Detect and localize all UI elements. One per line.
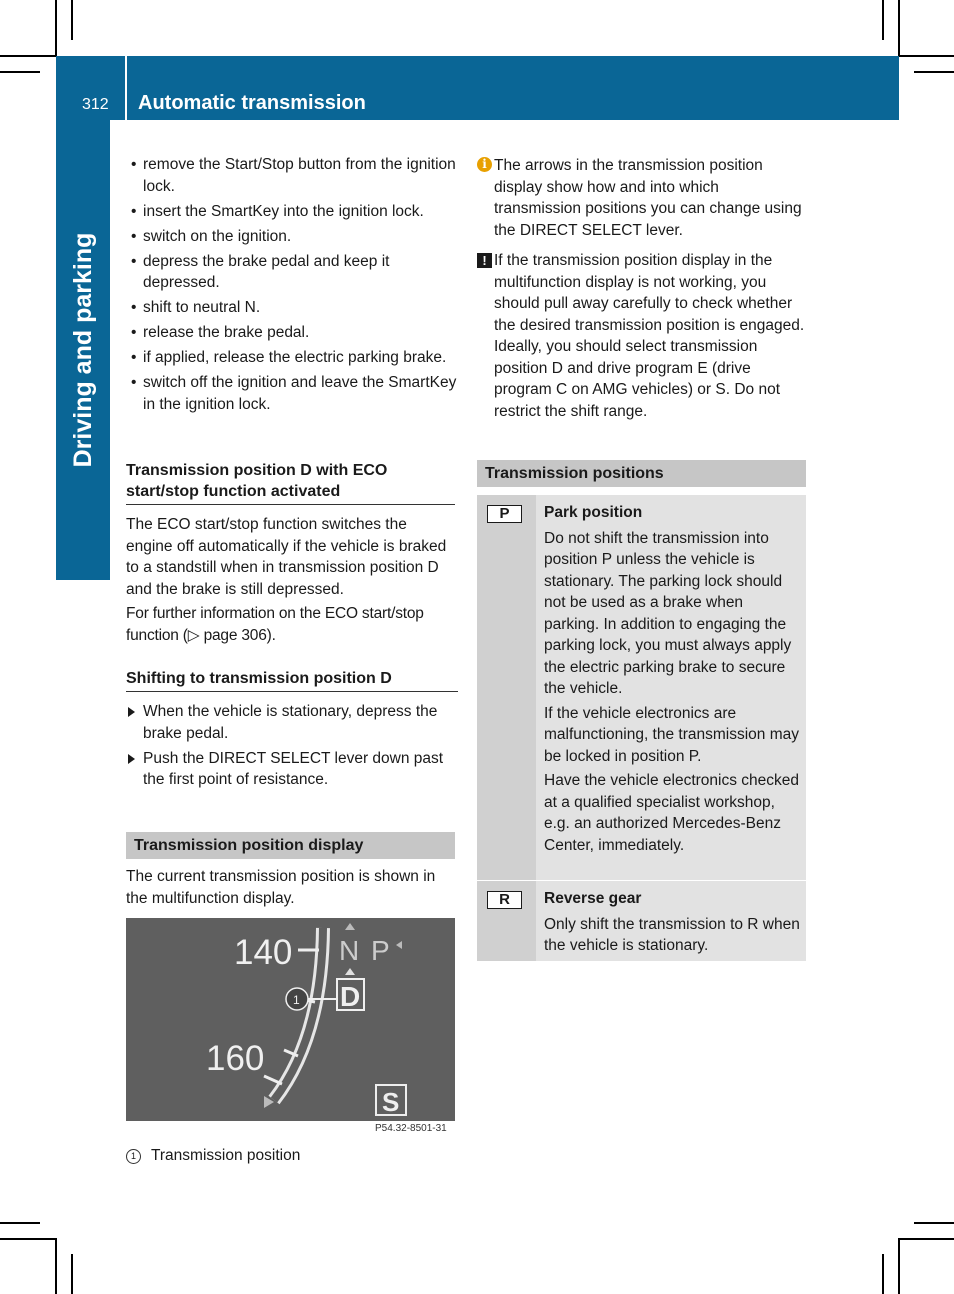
list-item: • remove the Start/Stop button from the ignition lock. — [126, 154, 458, 197]
crop-mark — [898, 1238, 954, 1240]
warning-icon: ! — [477, 253, 492, 268]
step-item — [126, 701, 458, 744]
park-paragraph: If the vehicle electronics are malfunctioning, the transmission may be locked in position P. — [544, 704, 800, 765]
crop-mark — [898, 0, 900, 56]
park-title: Park position — [544, 504, 643, 521]
display-section — [126, 832, 455, 909]
eco-section — [126, 460, 455, 646]
crop-mark — [55, 0, 57, 56]
arrow-up-icon — [345, 923, 355, 930]
list-item-text: shift to neutral N. — [143, 299, 261, 316]
crop-mark — [0, 55, 56, 57]
gear-d: D — [340, 981, 361, 1012]
crop-mark — [71, 0, 73, 40]
s-button: S — [382, 1087, 400, 1117]
page-number: 312 — [82, 96, 109, 113]
speed-tick — [264, 1076, 282, 1084]
table-row-reverse — [477, 881, 806, 961]
list-item: • insert the SmartKey into the ignition lock. — [126, 201, 458, 223]
page-title: Automatic transmission — [138, 92, 366, 114]
speed-label-160: 160 — [206, 1039, 265, 1078]
arrow-left-icon — [396, 941, 402, 949]
warning-note — [477, 250, 809, 422]
bullet-list — [126, 154, 458, 419]
list-item: • depress the brake pedal and keep it depressed. — [126, 251, 458, 294]
info-note-text: The arrows in the transmission position display show how and into which transmission positions you can change using the DIRECT SELECT lever. — [494, 157, 802, 239]
table-row-park — [477, 495, 806, 880]
step-item — [126, 748, 458, 791]
park-paragraph: Do not shift the transmission into position P unless the vehicle is stationary. The parking lock should not be used as a brake when parking. In addition to engaging the parking lock, you must always apply the electric parking brake to secure the vehicle. — [544, 529, 792, 697]
chapter-side-tab — [56, 120, 110, 580]
crop-mark — [914, 71, 954, 73]
table-key-cell — [477, 881, 536, 961]
crop-mark — [0, 1238, 56, 1240]
crop-mark — [914, 1222, 954, 1224]
figure-caption — [126, 1145, 300, 1166]
callout-number: 1 — [293, 993, 300, 1007]
crop-mark — [882, 0, 884, 40]
instrument-cluster-drawing — [126, 918, 455, 1121]
warning-note-text: If the transmission position display in the multifunction display is not working, you should pull away carefully to check whether the desired transmission position is engaged. Ideally, you should select transmission position D and drive program E (drive program C on AMG vehicles) or S. Do not restrict the shift range. — [494, 252, 805, 420]
caption-number: 1 — [126, 1149, 141, 1164]
eco-paragraph: The ECO start/stop function switches the engine off automatically if the vehicle is braked to a standstill when in transmission position D and the brake is still depressed. — [126, 516, 447, 598]
crop-mark — [0, 1222, 40, 1224]
table-body-cell — [544, 502, 802, 856]
positions-section — [477, 460, 806, 487]
crop-mark — [898, 1238, 900, 1294]
step-arrow-icon — [128, 707, 135, 717]
crop-mark — [898, 55, 954, 57]
speed-label-140: 140 — [234, 933, 293, 972]
reverse-title: Reverse gear — [544, 890, 642, 907]
eco-heading: Transmission position D with ECO start/stop function activated — [126, 460, 455, 505]
crop-mark — [55, 1238, 57, 1294]
display-paragraph: The current transmission position is shown in the multifunction display. — [126, 868, 436, 907]
eco-reference[interactable]: For further information on the ECO start/stop function (▷ page 306). — [126, 605, 424, 644]
gear-p: P — [371, 935, 390, 966]
list-item: • switch on the ignition. — [126, 226, 458, 248]
list-item — [126, 297, 458, 319]
shift-section — [126, 668, 458, 794]
section-bar-display: Transmission position display — [126, 832, 455, 859]
crop-mark — [0, 71, 40, 73]
table-body-cell — [544, 888, 802, 957]
step-text: Push the DIRECT SELECT lever down past the first point of resistance. — [143, 749, 444, 788]
step-arrow-icon — [128, 754, 135, 764]
info-note — [477, 155, 809, 241]
caption-text: Transmission position — [151, 1147, 301, 1164]
section-bar-positions: Transmission positions — [477, 460, 806, 487]
table-key-cell — [477, 495, 536, 880]
arrow-up-icon — [345, 968, 355, 975]
crop-mark — [71, 1254, 73, 1294]
key-p-symbol: P — [487, 505, 522, 523]
key-r-symbol: R — [487, 891, 522, 909]
header-divider — [125, 56, 127, 120]
info-icon: i — [477, 157, 492, 172]
crop-mark — [882, 1254, 884, 1294]
list-item: • release the brake pedal. — [126, 322, 458, 344]
park-paragraph: Have the vehicle electronics checked at a qualified specialist workshop, e.g. an authorized Mercedes-Benz Center, immediately. — [544, 772, 800, 854]
shift-heading: Shifting to transmission position D — [126, 668, 458, 692]
list-item: • if applied, release the electric parking brake. — [126, 347, 458, 369]
chapter-label: Driving and parking — [68, 232, 97, 468]
list-item: • switch off the ignition and leave the SmartKey in the ignition lock. — [126, 372, 458, 415]
instrument-cluster-figure — [126, 918, 455, 1121]
gear-n: N — [339, 935, 360, 966]
figure-code: P54.32-8501-31 — [375, 1123, 447, 1134]
reverse-paragraph: Only shift the transmission to R when the vehicle is stationary. — [544, 915, 800, 954]
page-header — [56, 56, 899, 120]
step-text: When the vehicle is stationary, depress the brake pedal. — [143, 703, 438, 742]
